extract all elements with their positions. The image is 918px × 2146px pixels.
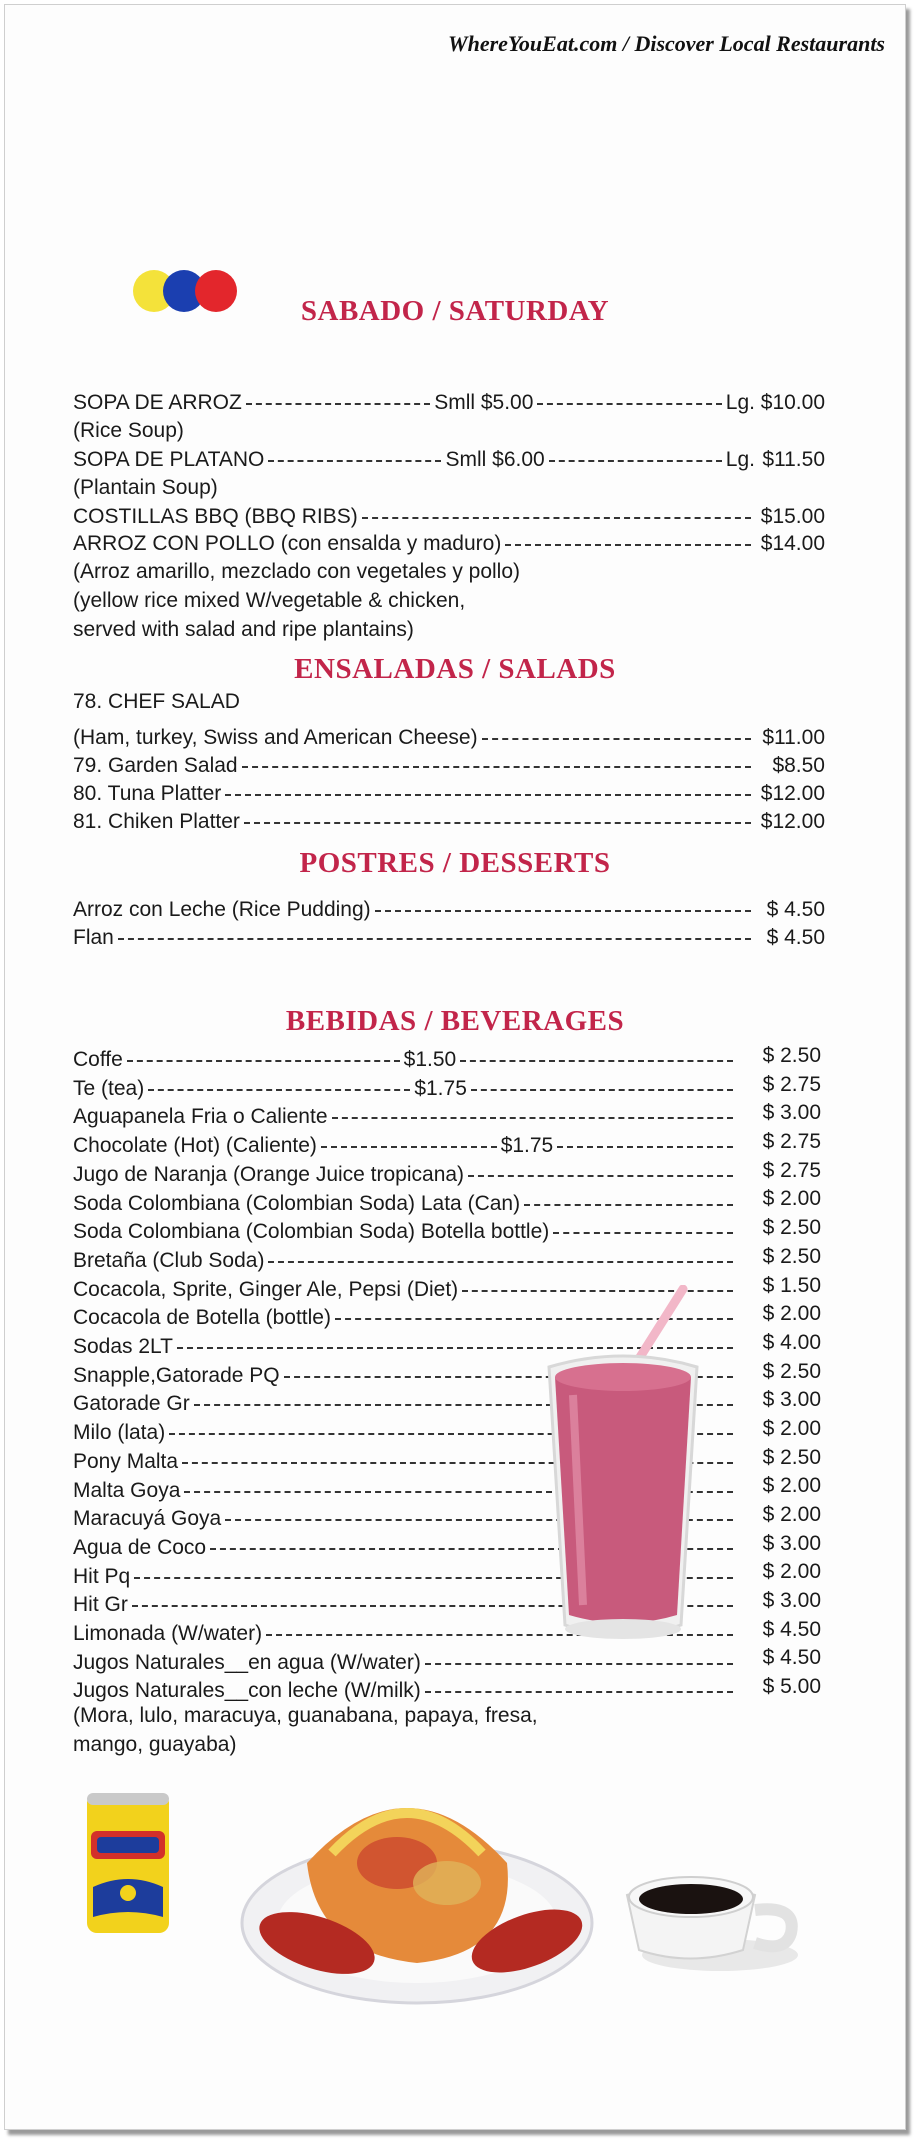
beverage-item: Bretaña (Club Soda) <box>73 1246 737 1275</box>
beverage-item: Agua de Coco <box>73 1533 737 1562</box>
beverage-item: Chocolate (Hot) (Caliente) $1.75 <box>73 1131 737 1160</box>
beverage-item: Jugos Naturales__con leche (W/milk) <box>73 1676 737 1705</box>
site-banner: WhereYouEat.com / Discover Local Restaurants <box>448 31 885 56</box>
beverage-item: Jugos Naturales__en agua (W/water) <box>73 1648 737 1677</box>
beverage-item: Coffe $1.50 <box>73 1045 737 1074</box>
beverage-price: $ 2.50 <box>762 1359 821 1383</box>
menu-item: COSTILLAS BBQ (BBQ RIBS) $15.00 <box>73 505 825 528</box>
menu-item: ARROZ CON POLLO (con ensalda y maduro) $14.00 <box>73 532 825 555</box>
beverage-item: Soda Colombiana (Colombian Soda) Lata (Can) <box>73 1189 737 1218</box>
beverage-price: $ 2.00 <box>762 1416 821 1440</box>
menu-item: 79. Garden Salad $8.50 <box>73 754 825 777</box>
menu-item-note: (yellow rice mixed W/vegetable & chicken, <box>73 589 466 612</box>
beverage-price: $ 2.75 <box>762 1130 821 1154</box>
menu-item-note: (Arroz amarillo, mezclado con vegetales y pollo) <box>73 560 521 583</box>
menu-item-note: (Plantain Soup) <box>73 476 218 499</box>
arroz-con-pollo-plate-image <box>237 1773 597 2013</box>
menu-item-note: served with salad and ripe plantains) <box>73 618 414 641</box>
beverage-price: $ 4.50 <box>762 1646 821 1670</box>
beverage-item: Hit Gr <box>73 1590 737 1619</box>
beverage-item: Jugo de Naranja (Orange Juice tropicana) <box>73 1160 737 1189</box>
beverage-price: $ 2.00 <box>762 1503 821 1526</box>
beverage-note: mango, guayaba) <box>73 1733 237 1756</box>
menu-item: Flan $ 4.50 <box>73 926 825 949</box>
menu-item: SOPA DE PLATANO Smll $6.00 Lg. $11.50 <box>73 448 825 471</box>
beverage-price: $ 2.50 <box>762 1044 821 1067</box>
beverage-price: $ 3.00 <box>762 1101 821 1125</box>
section-title-postres: POSTRES / DESSERTS <box>299 847 611 879</box>
smoothie-glass-image <box>543 1285 703 1655</box>
section-title-ensaladas: ENSALADAS / SALADS <box>294 653 616 685</box>
beverage-price: $ 2.00 <box>762 1187 821 1211</box>
beverage-item: Sodas 2LT <box>73 1332 737 1361</box>
beverage-price: $ 1.50 <box>762 1273 821 1297</box>
beverage-item: Snapple,Gatorade PQ <box>73 1361 737 1390</box>
colombiana-soda-can-image <box>83 1787 173 1937</box>
beverage-item: Soda Colombiana (Colombian Soda) Botella bottle) <box>73 1217 737 1246</box>
menu-page <box>4 4 906 2130</box>
beverage-item: Maracuyá Goya <box>73 1504 737 1533</box>
beverage-price: $ 2.75 <box>762 1158 821 1182</box>
beverage-price: $ 3.00 <box>762 1388 821 1412</box>
beverage-price: $ 2.75 <box>762 1072 821 1096</box>
beverage-item: Gatorade Gr <box>73 1389 737 1418</box>
beverage-price: $ 4.50 <box>762 1617 821 1641</box>
beverage-price: $ 3.00 <box>762 1589 821 1613</box>
menu-item: 81. Chiken Platter $12.00 <box>73 810 825 833</box>
beverage-price: $ 5.00 <box>762 1675 821 1699</box>
beverage-item: Hit Pq <box>73 1562 737 1591</box>
beverage-price: $ 2.50 <box>762 1244 821 1268</box>
beverage-price: $ 3.00 <box>762 1531 821 1555</box>
beverage-item: Malta Goya <box>73 1476 737 1505</box>
menu-item: 78. CHEF SALAD <box>73 690 240 713</box>
beverage-item: Milo (lata) <box>73 1418 737 1447</box>
beverage-item: Te (tea) $1.75 <box>73 1074 737 1103</box>
beverage-item: Limonada (W/water) <box>73 1619 737 1648</box>
section-title-sabado: SABADO / SATURDAY <box>300 295 610 327</box>
beverage-price: $ 2.00 <box>762 1302 821 1326</box>
menu-item: 80. Tuna Platter $12.00 <box>73 782 825 805</box>
menu-item: SOPA DE ARROZ Smll $5.00 Lg. $10.00 <box>73 391 825 414</box>
beverage-price: $ 2.50 <box>762 1445 821 1469</box>
beverage-item: Aguapanela Fria o Caliente <box>73 1102 737 1131</box>
section-title-bebidas: BEBIDAS / BEVERAGES <box>285 1005 625 1037</box>
menu-item: Arroz con Leche (Rice Pudding) $ 4.50 <box>73 898 825 921</box>
beverage-price: $ 2.50 <box>762 1216 821 1240</box>
beverage-item: Cocacola, Sprite, Ginger Ale, Pepsi (Diet) <box>73 1275 737 1304</box>
beverage-note: (Mora, lulo, maracuya, guanabana, papaya, fresa, <box>73 1704 538 1727</box>
beverage-price: $ 2.00 <box>762 1560 821 1584</box>
beverage-price: $ 4.00 <box>762 1330 821 1354</box>
beverage-item: Pony Malta <box>73 1447 737 1476</box>
menu-item-note: (Rice Soup) <box>73 419 184 442</box>
menu-item: (Ham, turkey, Swiss and American Cheese) $11.00 <box>73 726 825 749</box>
coffee-cup-image <box>615 1855 800 1975</box>
beverage-prices <box>749 1041 821 1701</box>
beverage-price: $ 2.00 <box>762 1474 821 1498</box>
beverage-item: Cocacola de Botella (bottle) <box>73 1303 737 1332</box>
